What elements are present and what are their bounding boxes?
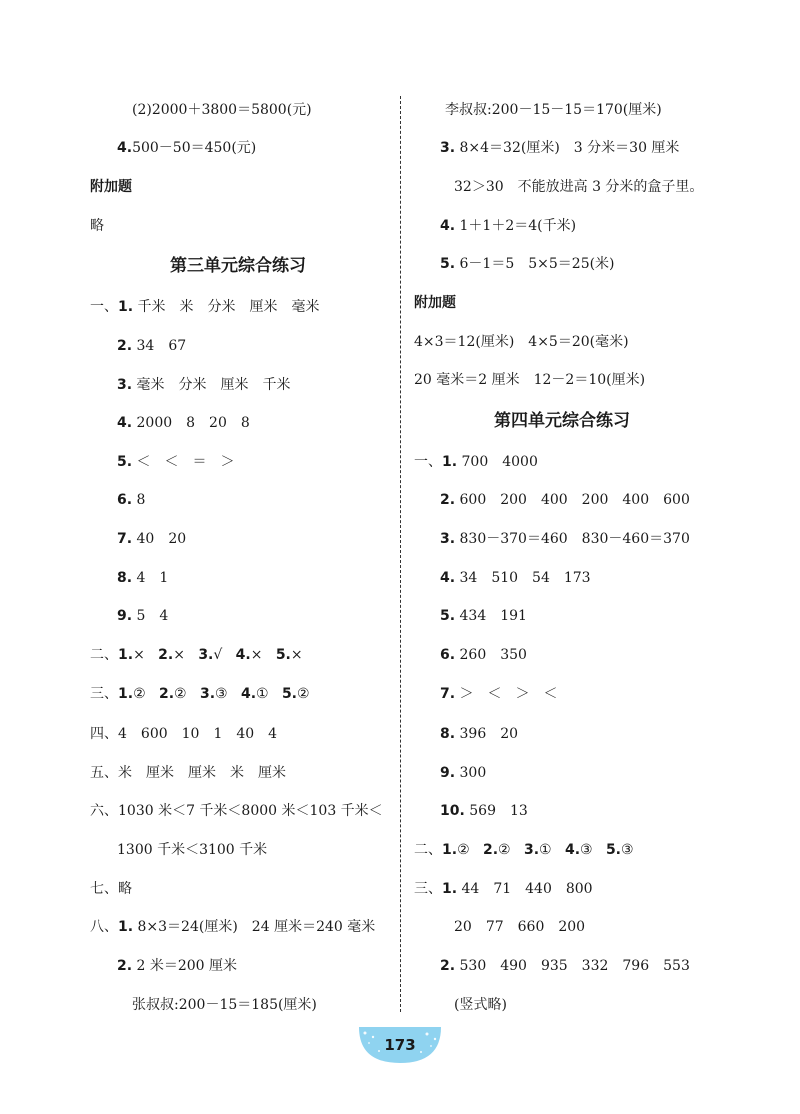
- unit3-p1-line4: 4. 2000 8 20 8: [117, 415, 250, 431]
- unit3-p1-line6: 6. 8: [117, 492, 146, 508]
- unit4-p1-line5: 5. 434 191: [440, 608, 527, 624]
- unit4-p1-line8: 8. 396 20: [440, 726, 519, 742]
- unit4-p1-line7: 7. ＞ ＜ ＞ ＜: [440, 686, 558, 702]
- left-line-prev-4: 4.500－50＝450(元): [117, 140, 257, 156]
- unit4-p1-line4: 4. 34 510 54 173: [440, 570, 591, 586]
- unit3-p1-line8: 8. 4 1: [117, 570, 169, 586]
- unit4-p1-line1: 一、1. 700 4000: [414, 454, 538, 470]
- right-line-cont-3: 3. 8×4＝32(厘米) 3 分米＝30 厘米: [440, 140, 680, 156]
- unit4-p1-line2: 2. 600 200 400 200 400 600: [440, 492, 690, 508]
- right-extra-title: 附加题: [414, 295, 456, 311]
- right-line-cont-1: 李叔叔:200－15－15＝170(厘米): [445, 102, 662, 118]
- unit4-p3-line1: 三、1. 44 71 440 800: [414, 881, 593, 897]
- unit4-title: 第四单元综合练习: [494, 411, 630, 431]
- unit3-p3-line: 三、1.② 2.② 3.③ 4.① 5.②: [90, 686, 310, 702]
- unit4-p3-line1b: 20 77 660 200: [454, 919, 586, 935]
- right-extra-line1: 4×3＝12(厘米) 4×5＝20(毫米): [414, 334, 629, 350]
- unit4-p3-line2b: (竖式略): [454, 997, 507, 1013]
- unit3-p4-line: 四、4 600 10 1 40 4: [90, 726, 278, 742]
- unit3-p6-line1: 六、1030 米＜7 千米＜8000 米＜103 千米＜: [90, 803, 383, 819]
- unit3-p6-line2: 1300 千米＜3100 千米: [117, 842, 268, 858]
- right-line-cont-5: 5. 6－1＝5 5×5＝25(米): [440, 256, 615, 272]
- unit3-p8-line1: 八、1. 8×3＝24(厘米) 24 厘米＝240 毫米: [90, 919, 376, 935]
- unit3-p5-line: 五、米 厘米 厘米 米 厘米: [90, 765, 286, 781]
- unit3-p1-line7: 7. 40 20: [117, 531, 187, 547]
- right-extra-line2: 20 毫米＝2 厘米 12－2＝10(厘米): [414, 372, 646, 388]
- left-line-prev-2: (2)2000＋3800＝5800(元): [132, 102, 312, 118]
- right-line-cont-4: 4. 1＋1＋2＝4(千米): [440, 218, 577, 234]
- unit4-p1-line3: 3. 830－370＝460 830－460＝370: [440, 531, 690, 547]
- unit3-p1-line9: 9. 5 4: [117, 608, 169, 624]
- unit3-title: 第三单元综合练习: [170, 256, 306, 276]
- unit3-p1-line3: 3. 毫米 分米 厘米 千米: [117, 377, 291, 393]
- unit4-p3-line2: 2. 530 490 935 332 796 553: [440, 958, 690, 974]
- unit3-p7-line: 七、略: [90, 881, 132, 897]
- left-extra-title: 附加题: [90, 179, 132, 195]
- unit3-p8-line3: 张叔叔:200－15＝185(厘米): [132, 997, 317, 1013]
- left-extra-text: 略: [90, 218, 104, 234]
- unit3-p1-line5: 5. ＜ ＜ ＝ ＞: [117, 454, 235, 470]
- column-divider: [400, 96, 401, 1012]
- unit4-p1-line10: 10. 569 13: [440, 803, 528, 819]
- page-number: 173: [384, 1036, 416, 1054]
- unit3-p1-line2: 2. 34 67: [117, 338, 187, 354]
- unit3-p2-line: 二、1.× 2.× 3.√ 4.× 5.×: [90, 647, 303, 663]
- unit4-p1-line9: 9. 300: [440, 765, 487, 781]
- unit4-p1-line6: 6. 260 350: [440, 647, 527, 663]
- right-line-cont-3b: 32＞30 不能放进高 3 分米的盒子里。: [454, 179, 704, 195]
- unit3-p1-line1: 一、1. 千米 米 分米 厘米 毫米: [90, 299, 320, 315]
- unit3-p8-line2: 2. 2 米＝200 厘米: [117, 958, 238, 974]
- unit4-p2-line: 二、1.② 2.② 3.① 4.③ 5.③: [414, 842, 634, 858]
